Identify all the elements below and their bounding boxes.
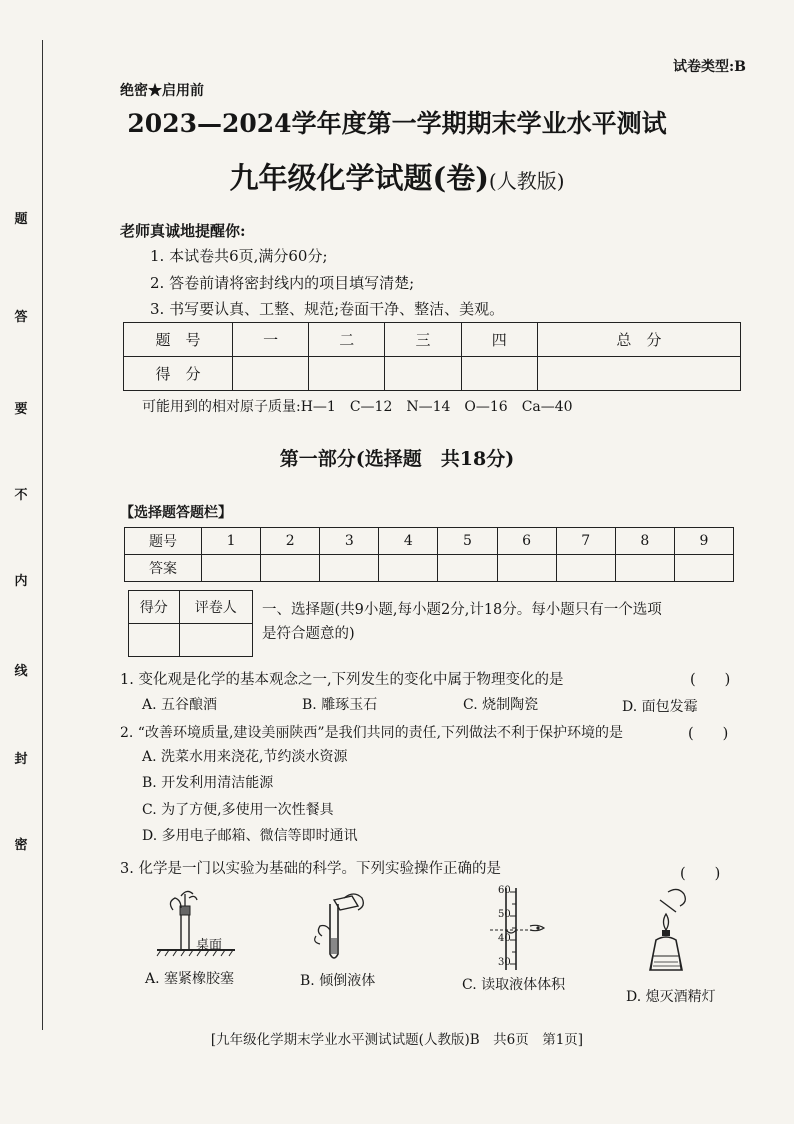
- edition-label: (人教版): [488, 169, 565, 193]
- subject-name: 九年级化学试题(卷): [229, 161, 489, 195]
- reminder-heading: 老师真诚地提醒你:: [120, 222, 246, 240]
- answer-number: 6: [497, 528, 556, 555]
- cylinder-tick-label: 60: [498, 885, 511, 896]
- margin-char: 线: [14, 664, 28, 679]
- answer-number: 1: [202, 528, 261, 555]
- answer-cell[interactable]: [261, 555, 320, 582]
- option: B. 倾倒液体: [300, 973, 376, 989]
- score-header: 四: [461, 323, 537, 357]
- score-cell[interactable]: [233, 357, 309, 391]
- margin-char: 不: [14, 488, 28, 503]
- option: C. 为了方便,多使用一次性餐具: [142, 802, 334, 818]
- figure-graduated-cylinder: [480, 884, 560, 972]
- answer-cell[interactable]: [615, 555, 674, 582]
- score-cell[interactable]: [537, 357, 740, 391]
- option: A. 五谷酿酒: [142, 697, 218, 713]
- margin-char: 内: [14, 574, 28, 589]
- answer-header-label: 题号: [125, 528, 202, 555]
- exam-title: 2023—2024学年度第一学期期末学业水平测试: [127, 109, 667, 138]
- answer-number: 9: [674, 528, 733, 555]
- answer-cell[interactable]: [556, 555, 615, 582]
- cylinder-tick-label: 50: [498, 909, 511, 920]
- answer-cell[interactable]: [202, 555, 261, 582]
- score-header: 总 分: [537, 323, 740, 357]
- margin-char: 密: [14, 838, 28, 853]
- answer-cell[interactable]: [497, 555, 556, 582]
- section1-line: 一、选择题(共9小题,每小题2分,计18分。每小题只有一个选项: [262, 602, 662, 618]
- cylinder-tick-label: 40: [498, 933, 511, 944]
- grader-name-cell[interactable]: [179, 624, 252, 657]
- margin-char: 封: [14, 752, 28, 767]
- secret-label: 绝密★启用前: [120, 83, 204, 99]
- grader-name-label: 评卷人: [179, 591, 252, 624]
- option: A. 洗菜水用来浇花,节约淡水资源: [142, 749, 348, 765]
- answer-cell[interactable]: [674, 555, 733, 582]
- answer-paren: ( ): [688, 726, 729, 742]
- score-header: 一: [233, 323, 309, 357]
- answer-table: [124, 527, 734, 582]
- answer-number: 4: [379, 528, 438, 555]
- margin-char: 要: [14, 402, 28, 417]
- grader-score-cell[interactable]: [129, 624, 180, 657]
- reminder-note: 1. 本试卷共6页,满分60分;: [150, 247, 328, 265]
- score-cell[interactable]: [385, 357, 461, 391]
- score-header: 题 号: [124, 323, 233, 357]
- reminder-note: 2. 答卷前请将密封线内的项目填写清楚;: [150, 274, 415, 292]
- question-stem: 2. “改善环境质量,建设美丽陕西”是我们共同的责任,下列做法不利于保护环境的是: [120, 725, 624, 741]
- figure-alcohol-lamp: [628, 884, 708, 984]
- reminder-note: 3. 书写要认真、工整、规范;卷面干净、整洁、美观。: [150, 300, 505, 318]
- question-stem: 1. 变化观是化学的基本观念之一,下列发生的变化中属于物理变化的是: [120, 672, 564, 688]
- option: C. 烧制陶瓷: [463, 697, 539, 713]
- answer-number: 7: [556, 528, 615, 555]
- figure-pour-liquid: [298, 892, 378, 966]
- section1-line: 是符合题意的): [262, 626, 355, 642]
- option: D. 多用电子邮箱、微信等即时通讯: [142, 828, 358, 844]
- score-cell[interactable]: [461, 357, 537, 391]
- answer-cell[interactable]: [438, 555, 497, 582]
- option: D. 面包发霉: [622, 699, 698, 715]
- grader-table: [128, 590, 253, 657]
- margin-char: 答: [14, 310, 28, 325]
- section1-heading: [262, 598, 742, 646]
- option: D. 熄灭酒精灯: [626, 989, 716, 1005]
- atomic-masses: 可能用到的相对原子质量:H—1 C—12 N—14 O—16 Ca—40: [142, 399, 573, 415]
- desk-label: 桌面: [196, 938, 223, 953]
- page-footer: [九年级化学期末学业水平测试试题(人教版)B 共6页 第1页]: [210, 1032, 584, 1048]
- answer-number: 5: [438, 528, 497, 555]
- answer-cell[interactable]: [320, 555, 379, 582]
- option: A. 塞紧橡胶塞: [145, 971, 235, 987]
- answer-row-label: 答案: [125, 555, 202, 582]
- paper-type: 试卷类型:B: [672, 59, 746, 75]
- score-table: [123, 322, 741, 391]
- score-cell[interactable]: [309, 357, 385, 391]
- option: C. 读取液体体积: [462, 977, 566, 993]
- answer-paren: ( ): [690, 672, 731, 688]
- grader-score-label: 得分: [129, 591, 180, 624]
- option: B. 开发利用清洁能源: [142, 775, 274, 791]
- score-header: 三: [385, 323, 461, 357]
- subject-title: [0, 156, 794, 197]
- answer-paren: ( ): [680, 866, 721, 882]
- cylinder-tick-label: 30: [498, 957, 511, 968]
- margin-char: 题: [14, 212, 28, 227]
- answer-number: 2: [261, 528, 320, 555]
- part1-title: 第一部分(选择题 共18分): [279, 448, 515, 470]
- answer-number: 3: [320, 528, 379, 555]
- score-header: 二: [309, 323, 385, 357]
- question-stem: 3. 化学是一门以实验为基础的科学。下列实验操作正确的是: [120, 861, 501, 877]
- answer-number: 8: [615, 528, 674, 555]
- option: B. 雕琢玉石: [302, 697, 378, 713]
- answer-cell[interactable]: [379, 555, 438, 582]
- score-row-label: 得 分: [124, 357, 233, 391]
- answer-bar-title: 【选择题答题栏】: [120, 505, 232, 521]
